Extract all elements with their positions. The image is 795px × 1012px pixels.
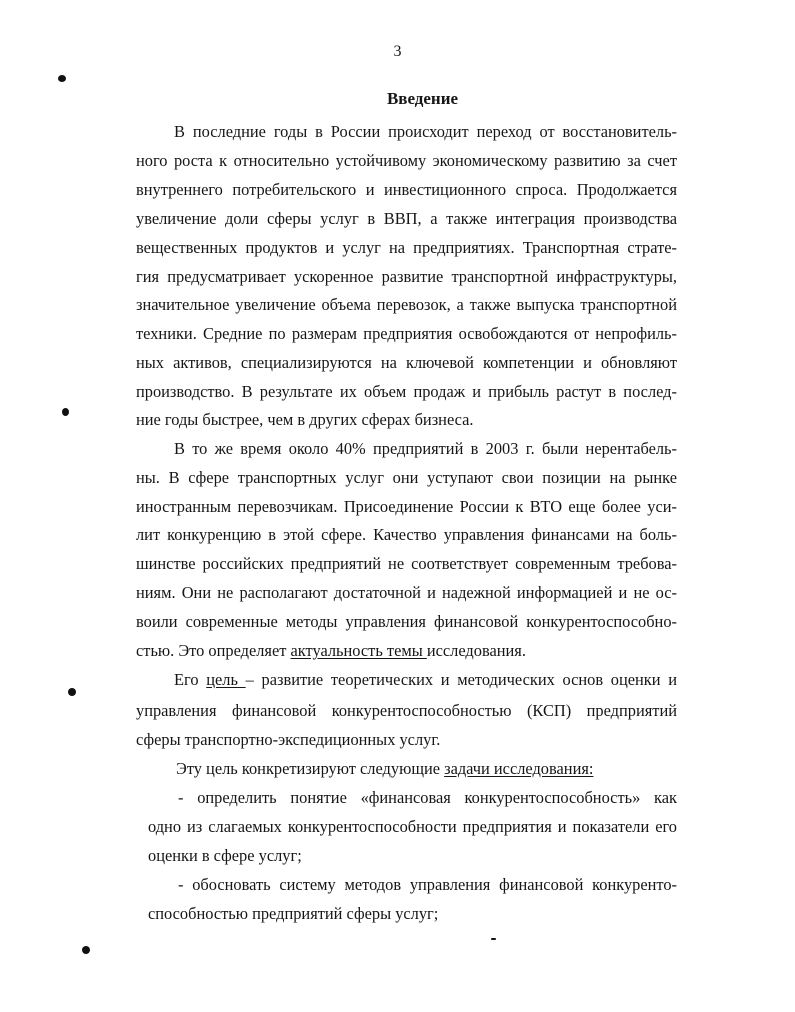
- paragraph-2-line: воили современные методы управления финансовой конкурентоспособно-: [136, 612, 677, 631]
- paragraph-1-line: гия предусматривает ускоренное развитие транспортной инфраструктуры,: [136, 267, 677, 286]
- paragraph-1-line: ных активов, специализируются на ключевой компетенции и обновляют: [136, 353, 677, 372]
- paragraph-1-line: значительное увеличение объема перевозок, а также выпуска транспортной: [136, 295, 677, 314]
- task-2-line: способностью предприятий сферы услуг;: [148, 904, 439, 923]
- paragraph-2-line: ны. В сфере транспортных услуг они уступают свои позиции на рынке: [136, 468, 677, 487]
- page-number: 3: [393, 43, 402, 60]
- text-span: – развитие теоретических и методических основ оценки и: [245, 670, 677, 689]
- task-1-line: - определить понятие «финансовая конкурентоспособность» как: [178, 788, 677, 807]
- relevance-underlined: актуальность темы: [290, 641, 427, 660]
- goal-line: сферы транспортно-экспедиционных услуг.: [136, 730, 441, 749]
- tasks-intro: [176, 758, 677, 780]
- ink-blot: [82, 946, 90, 954]
- paragraph-2-last-line: [136, 640, 677, 662]
- text-span: Его: [174, 670, 207, 689]
- task-1-line: одно из слагаемых конкурентоспособности предприятия и показатели его: [148, 817, 677, 836]
- paragraph-2-line: лит конкуренцию в этой сфере. Качество управления финансами на боль-: [136, 525, 677, 544]
- goal-line: [174, 669, 677, 691]
- paragraph-1-line: В последние годы в России происходит переход от восстановитель-: [174, 122, 677, 141]
- paragraph-2-line: иностранным перевозчикам. Присоединение России к ВТО еще более уси-: [136, 497, 677, 516]
- goal-underlined: цель: [206, 670, 246, 689]
- paragraph-1-line: внутреннего потребительского и инвестиционного спроса. Продолжается: [136, 180, 677, 199]
- text-span: стью. Это определяет: [136, 641, 291, 660]
- paragraph-1-line: ние годы быстрее, чем в других сферах бизнеса.: [136, 410, 474, 429]
- page-title: Введение: [386, 89, 459, 108]
- paragraph-1-line: увеличение доли сферы услуг в ВВП, а также интеграция производства: [136, 209, 677, 228]
- paragraph-2-line: шинстве российских предприятий не соответствует современным требова-: [136, 554, 677, 573]
- paragraph-2-line: В то же время около 40% предприятий в 2003 г. были нерентабель-: [174, 439, 677, 458]
- ink-speck: [491, 938, 496, 940]
- paragraph-1-line: вещественных продуктов и услуг на предприятиях. Транспортная страте-: [136, 238, 677, 257]
- paragraph-1-line: техники. Средние по размерам предприятия освобождаются от непрофиль-: [136, 324, 677, 343]
- paragraph-2-line: ниям. Они не располагают достаточной и надежной информацией и не ос-: [136, 583, 677, 602]
- tasks-underlined: задачи исследования:: [444, 759, 594, 778]
- paragraph-1-line: ного роста к относительно устойчивому экономическому развитию за счет: [136, 151, 677, 170]
- paragraph-1-line: производство. В результате их объем продаж и прибыль растут в послед-: [136, 382, 677, 401]
- task-2-line: - обосновать систему методов управления финансовой конкуренто-: [178, 875, 677, 894]
- text-span: Эту цель конкретизируют следующие: [176, 759, 445, 778]
- ink-blot: [68, 688, 76, 696]
- ink-blot: [58, 75, 66, 82]
- ink-blot: [62, 408, 69, 416]
- goal-line: управления финансовой конкурентоспособностью (КСП) предприятий: [136, 701, 677, 720]
- task-1-line: оценки в сфере услуг;: [148, 846, 302, 865]
- text-span: исследования.: [426, 641, 526, 660]
